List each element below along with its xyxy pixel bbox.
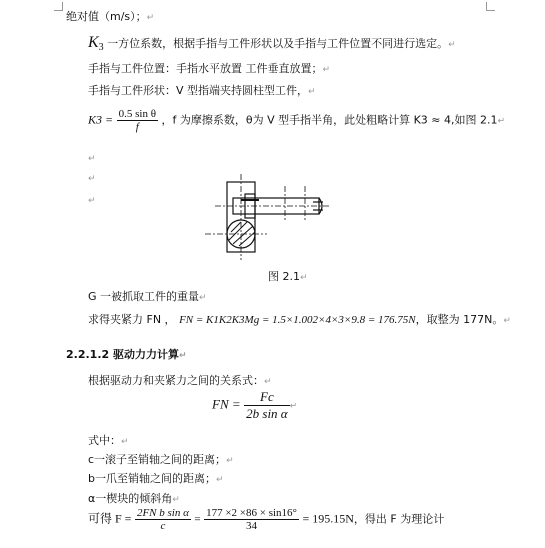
section-heading: 2.2.1.2 驱动力力计算↵ — [66, 348, 187, 361]
finger-shape-line: 手指与工件形状：V 型指端夹持圆柱型工件，↵ — [88, 84, 316, 97]
k3-definition: K3 一方位系数，根据手指与工件形状以及手指与工件位置不同进行选定。↵ — [88, 34, 456, 53]
fn-equation: FN = $\frac{Fc}{\text{2b sin α}}$ ↵ — [212, 389, 298, 421]
fn-denominator: 2b sin α — [246, 406, 288, 421]
clamping-force-calculation: 求得夹紧力 FN ， FN = K1K2K3Mg = 1.5×1.002×4×3×9.8 = 176.75N，取整为 177N。↵ — [88, 313, 511, 326]
k3-lhs: K3 = — [88, 112, 114, 127]
k3-description: ，f 为摩擦系数，θ为 V 型手指半角，此处粗略计算 K3 ≈ 4,如图 2.1 — [161, 113, 498, 127]
k3-formula: K3 = $\frac{\text{0.5 sin θ}}{f}$ ，f 为摩擦系数，θ为 V 型手指半角，此处粗略计算 K3 ≈ 4,如图 2.1↵ — [88, 108, 506, 133]
g-definition: G 一被抓取工件的重量↵ — [88, 290, 207, 303]
final-numerator-2: 177 ×2 ×86 × sin16° — [206, 507, 297, 519]
crop-mark-top-right — [486, 2, 495, 11]
fn-expression: FN = K1K2K3Mg = 1.5×1.002×4×3×9.8 = 176.75N — [179, 314, 416, 326]
k3-denominator: f — [135, 121, 139, 133]
definition-c: c一滚子至销轴之间的距离；↵ — [88, 453, 234, 466]
definition-b: b一爪至销轴之间的距离；↵ — [88, 472, 224, 485]
final-numerator-1: 2FN b sin α — [136, 507, 189, 519]
fn-numerator: Fc — [244, 389, 290, 406]
final-denominator-2: 34 — [246, 520, 258, 532]
final-result: = 195.15N — [302, 511, 354, 526]
final-denominator-1: c — [160, 520, 166, 532]
absolute-value-line: 绝对值（m/s）；↵ — [66, 10, 155, 23]
figure-caption: 图 2.1↵ — [268, 270, 308, 283]
definition-alpha: α一楔块的倾斜角↵ — [88, 492, 180, 505]
empty-paragraph-mark: ↵ — [88, 154, 96, 164]
empty-paragraph-mark: ↵ — [88, 174, 96, 184]
relation-intro: 根据驱动力和夹紧力之间的关系式：↵ — [88, 374, 272, 387]
driving-force-equation: 可得 F = $\frac{\text{2FN b sin α}}{c}$ = $\frac{177 \times 2 \times 86 \times \sin 16^\circ}{34}$ = 195.15N，得出 F 为理论计 — [88, 507, 445, 532]
figure-2-1-drawing — [205, 172, 335, 262]
where-label: 式中：↵ — [88, 434, 129, 447]
crop-mark-top-left — [54, 2, 63, 11]
finger-position-line: 手指与工件位置：手指水平放置 工件垂直放置；↵ — [88, 62, 331, 75]
empty-paragraph-mark: ↵ — [88, 196, 96, 206]
k3-numerator: 0.5 sin θ — [118, 108, 156, 120]
